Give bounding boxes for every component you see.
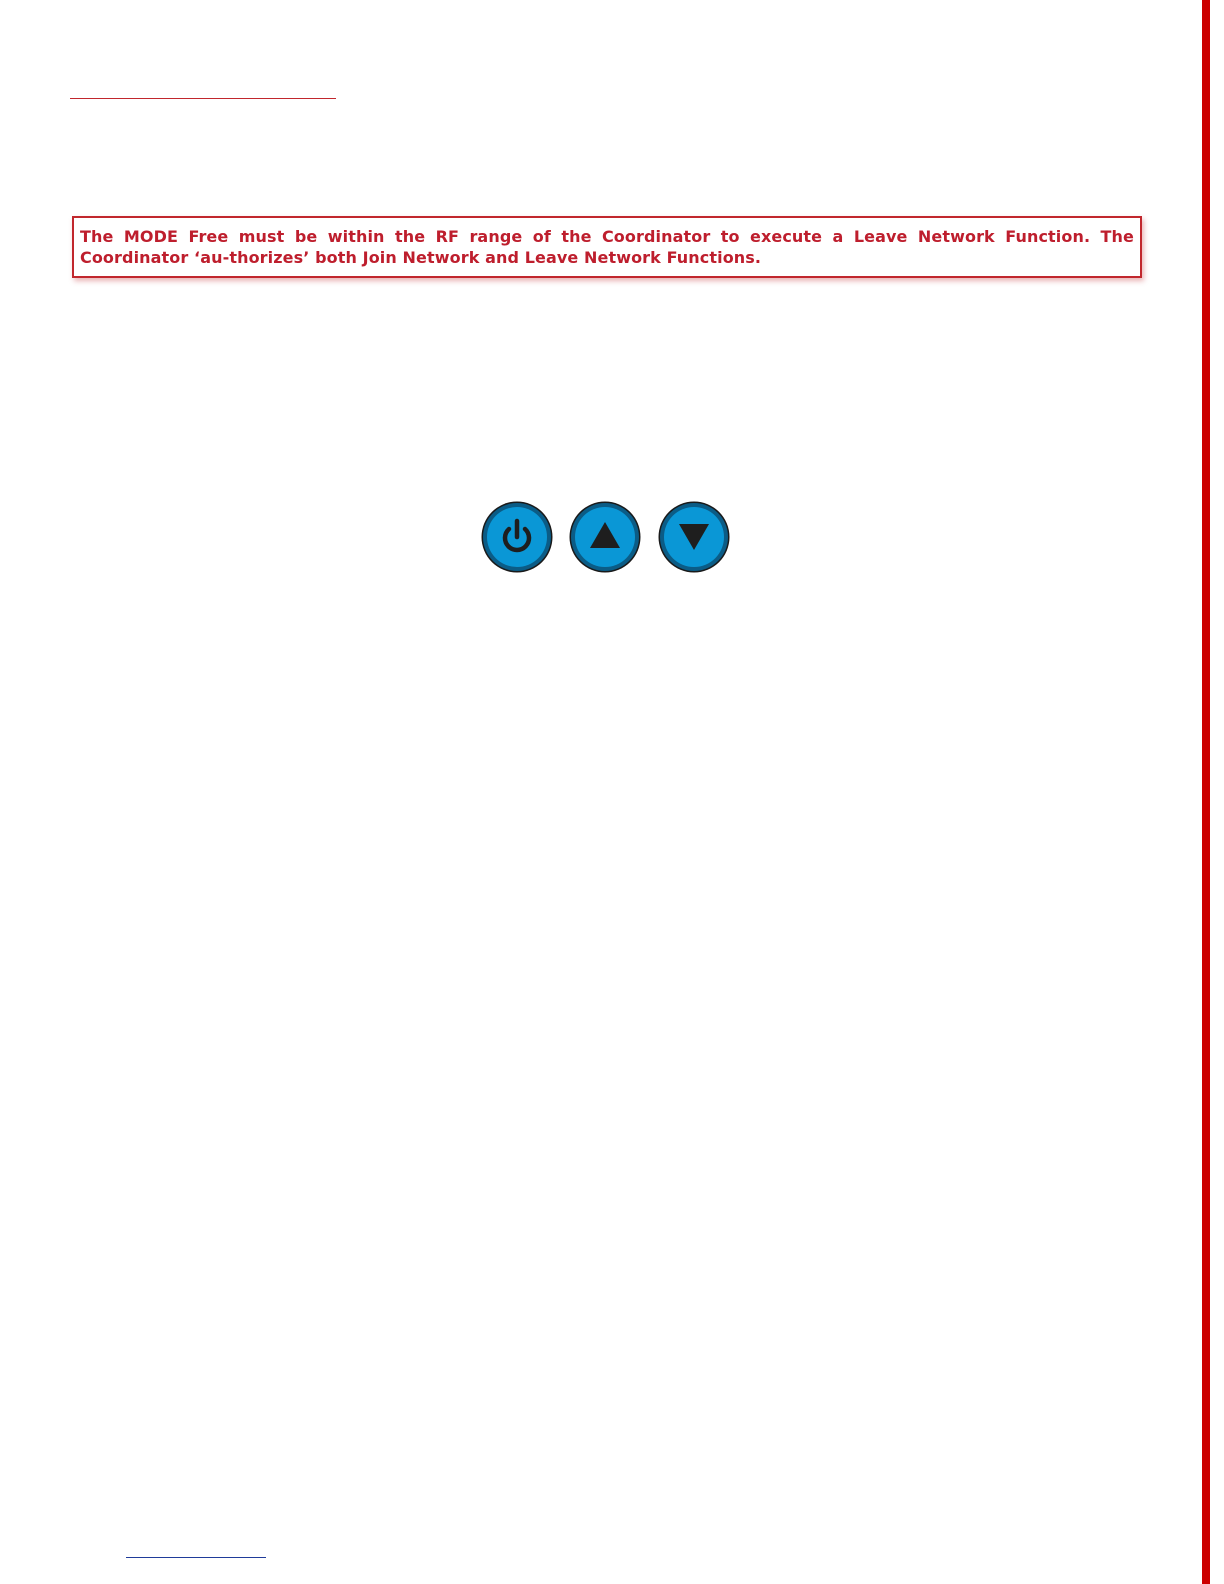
- footer-link-rule: [126, 1557, 266, 1558]
- device-button-row: [480, 500, 732, 574]
- up-button[interactable]: [568, 500, 642, 574]
- notice-box: [72, 216, 1142, 278]
- power-button[interactable]: [480, 500, 554, 574]
- header-rule: [70, 98, 336, 99]
- page-edge-bar: [1202, 0, 1210, 1584]
- notice-text: The MODE Free must be within the RF range of the Coordinator to execute a Leave Network Function. The Coordinator ‘au-thorizes’ both Join Network and Leave Network Functions.: [80, 227, 1134, 267]
- down-button[interactable]: [657, 500, 731, 574]
